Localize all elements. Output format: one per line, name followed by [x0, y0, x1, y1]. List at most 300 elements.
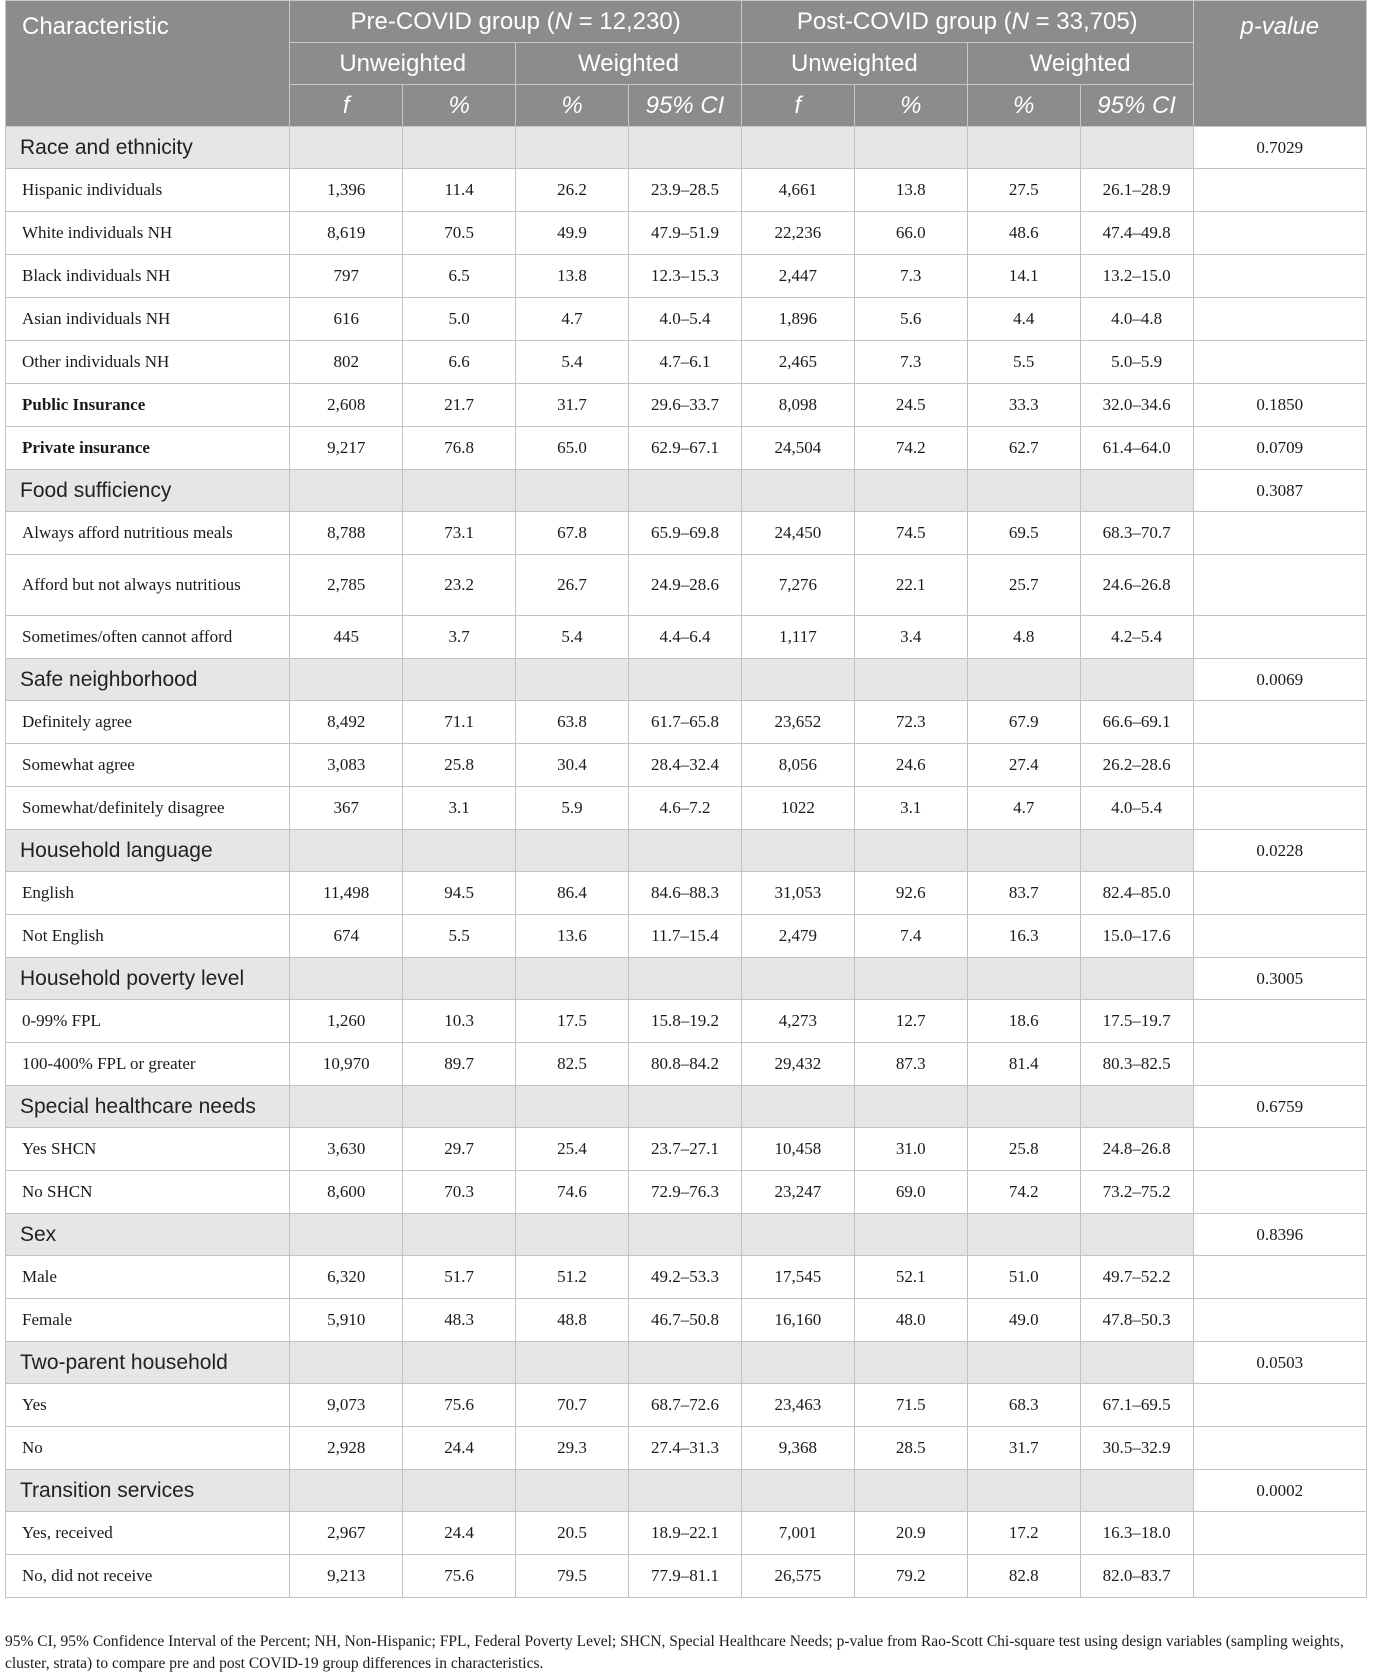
- post-ci-cell: 15.0–17.6: [1080, 915, 1193, 958]
- pre-ci-cell: 72.9–76.3: [629, 1171, 742, 1214]
- p-value-cell: 0.3087: [1193, 470, 1366, 512]
- header-pre-f: f: [290, 85, 403, 127]
- post-f-cell: 23,463: [741, 1384, 854, 1427]
- section-empty-cell: [967, 659, 1080, 701]
- pre-unweighted-pct-cell: 89.7: [403, 1043, 516, 1086]
- post-ci-cell: 17.5–19.7: [1080, 1000, 1193, 1043]
- table-row: [6, 1555, 1367, 1598]
- pre-ci-cell: 24.9–28.6: [629, 555, 742, 616]
- section-empty-cell: [967, 470, 1080, 512]
- post-unweighted-pct-cell: 66.0: [854, 212, 967, 255]
- section-empty-cell: [403, 127, 516, 169]
- header-pre-unweighted: Unweighted: [290, 43, 516, 85]
- section-row: [6, 659, 1367, 701]
- pre-unweighted-pct-cell: 29.7: [403, 1128, 516, 1171]
- p-value-cell: 0.6759: [1193, 1086, 1366, 1128]
- pre-f-cell: 2,928: [290, 1427, 403, 1470]
- header-post-unweighted: Unweighted: [741, 43, 967, 85]
- post-unweighted-pct-cell: 28.5: [854, 1427, 967, 1470]
- p-value-cell: 0.0228: [1193, 830, 1366, 872]
- row-label: Male: [6, 1256, 290, 1299]
- post-ci-cell: 80.3–82.5: [1080, 1043, 1193, 1086]
- row-label: No, did not receive: [6, 1555, 290, 1598]
- table-row: [6, 255, 1367, 298]
- section-empty-cell: [629, 127, 742, 169]
- header-pre-weighted-pct: %: [516, 85, 629, 127]
- pre-f-cell: 2,967: [290, 1512, 403, 1555]
- post-f-cell: 8,098: [741, 384, 854, 427]
- post-group-n: N: [1011, 7, 1029, 35]
- pre-ci-cell: 61.7–65.8: [629, 701, 742, 744]
- table-row: [6, 1512, 1367, 1555]
- pre-unweighted-pct-cell: 24.4: [403, 1427, 516, 1470]
- pre-f-cell: 11,498: [290, 872, 403, 915]
- table-row: [6, 1256, 1367, 1299]
- p-value-cell: [1193, 872, 1366, 915]
- p-value-cell: [1193, 1256, 1366, 1299]
- post-unweighted-pct-cell: 71.5: [854, 1384, 967, 1427]
- pre-weighted-pct-cell: 5.4: [516, 341, 629, 384]
- section-empty-cell: [967, 958, 1080, 1000]
- pre-weighted-pct-cell: 20.5: [516, 1512, 629, 1555]
- pre-weighted-pct-cell: 31.7: [516, 384, 629, 427]
- header-pre-ci: 95% CI: [629, 85, 742, 127]
- post-ci-cell: 68.3–70.7: [1080, 512, 1193, 555]
- post-f-cell: 24,450: [741, 512, 854, 555]
- post-unweighted-pct-cell: 52.1: [854, 1256, 967, 1299]
- pre-f-cell: 8,492: [290, 701, 403, 744]
- section-empty-cell: [629, 830, 742, 872]
- post-ci-cell: 73.2–75.2: [1080, 1171, 1193, 1214]
- section-empty-cell: [516, 659, 629, 701]
- post-weighted-pct-cell: 74.2: [967, 1171, 1080, 1214]
- row-label: Sometimes/often cannot afford: [6, 616, 290, 659]
- pre-ci-cell: 4.6–7.2: [629, 787, 742, 830]
- pre-unweighted-pct-cell: 76.8: [403, 427, 516, 470]
- post-ci-cell: 30.5–32.9: [1080, 1427, 1193, 1470]
- section-row: [6, 1214, 1367, 1256]
- post-f-cell: 4,273: [741, 1000, 854, 1043]
- post-weighted-pct-cell: 5.5: [967, 341, 1080, 384]
- pre-f-cell: 1,260: [290, 1000, 403, 1043]
- table-row: [6, 872, 1367, 915]
- table-row: [6, 1000, 1367, 1043]
- pre-ci-cell: 28.4–32.4: [629, 744, 742, 787]
- row-label: 100-400% FPL or greater: [6, 1043, 290, 1086]
- section-empty-cell: [967, 1214, 1080, 1256]
- pre-weighted-pct-cell: 70.7: [516, 1384, 629, 1427]
- pre-weighted-pct-cell: 48.8: [516, 1299, 629, 1342]
- pre-ci-cell: 23.9–28.5: [629, 169, 742, 212]
- post-unweighted-pct-cell: 79.2: [854, 1555, 967, 1598]
- p-value-cell: [1193, 298, 1366, 341]
- post-weighted-pct-cell: 27.4: [967, 744, 1080, 787]
- section-empty-cell: [629, 1470, 742, 1512]
- section-empty-cell: [1080, 1470, 1193, 1512]
- section-empty-cell: [290, 659, 403, 701]
- section-empty-cell: [403, 958, 516, 1000]
- p-value-cell: [1193, 1000, 1366, 1043]
- section-empty-cell: [629, 1342, 742, 1384]
- post-ci-cell: 82.4–85.0: [1080, 872, 1193, 915]
- row-label: Afford but not always nutritious: [6, 555, 290, 616]
- pre-weighted-pct-cell: 79.5: [516, 1555, 629, 1598]
- section-empty-cell: [403, 1470, 516, 1512]
- section-empty-cell: [290, 470, 403, 512]
- pre-ci-cell: 18.9–22.1: [629, 1512, 742, 1555]
- pre-f-cell: 8,788: [290, 512, 403, 555]
- section-label: Race and ethnicity: [6, 127, 290, 169]
- section-empty-cell: [741, 1342, 854, 1384]
- pre-weighted-pct-cell: 5.9: [516, 787, 629, 830]
- pre-unweighted-pct-cell: 6.6: [403, 341, 516, 384]
- pre-weighted-pct-cell: 13.6: [516, 915, 629, 958]
- pre-ci-cell: 12.3–15.3: [629, 255, 742, 298]
- pre-weighted-pct-cell: 67.8: [516, 512, 629, 555]
- section-empty-cell: [854, 1214, 967, 1256]
- post-f-cell: 26,575: [741, 1555, 854, 1598]
- pre-unweighted-pct-cell: 51.7: [403, 1256, 516, 1299]
- post-weighted-pct-cell: 25.7: [967, 555, 1080, 616]
- section-empty-cell: [741, 830, 854, 872]
- p-value-cell: 0.0069: [1193, 659, 1366, 701]
- table-row: [6, 915, 1367, 958]
- pre-unweighted-pct-cell: 94.5: [403, 872, 516, 915]
- post-f-cell: 7,276: [741, 555, 854, 616]
- p-value-cell: [1193, 1512, 1366, 1555]
- pre-ci-cell: 29.6–33.7: [629, 384, 742, 427]
- pre-weighted-pct-cell: 74.6: [516, 1171, 629, 1214]
- pre-weighted-pct-cell: 29.3: [516, 1427, 629, 1470]
- section-empty-cell: [854, 1470, 967, 1512]
- section-empty-cell: [403, 659, 516, 701]
- section-empty-cell: [1080, 1342, 1193, 1384]
- post-unweighted-pct-cell: 22.1: [854, 555, 967, 616]
- post-f-cell: 24,504: [741, 427, 854, 470]
- pre-weighted-pct-cell: 51.2: [516, 1256, 629, 1299]
- pre-weighted-pct-cell: 82.5: [516, 1043, 629, 1086]
- post-ci-cell: 16.3–18.0: [1080, 1512, 1193, 1555]
- section-empty-cell: [967, 127, 1080, 169]
- pre-unweighted-pct-cell: 70.5: [403, 212, 516, 255]
- section-empty-cell: [290, 1470, 403, 1512]
- table-row: [6, 616, 1367, 659]
- post-f-cell: 1,896: [741, 298, 854, 341]
- pre-unweighted-pct-cell: 24.4: [403, 1512, 516, 1555]
- section-row: [6, 1342, 1367, 1384]
- section-empty-cell: [854, 470, 967, 512]
- pre-ci-cell: 65.9–69.8: [629, 512, 742, 555]
- post-weighted-pct-cell: 51.0: [967, 1256, 1080, 1299]
- post-unweighted-pct-cell: 69.0: [854, 1171, 967, 1214]
- post-unweighted-pct-cell: 92.6: [854, 872, 967, 915]
- pre-f-cell: 1,396: [290, 169, 403, 212]
- table-row: [6, 298, 1367, 341]
- p-value-cell: 0.7029: [1193, 127, 1366, 169]
- post-f-cell: 8,056: [741, 744, 854, 787]
- post-ci-cell: 47.8–50.3: [1080, 1299, 1193, 1342]
- section-empty-cell: [403, 470, 516, 512]
- row-label: Somewhat agree: [6, 744, 290, 787]
- post-unweighted-pct-cell: 72.3: [854, 701, 967, 744]
- table-row: [6, 1427, 1367, 1470]
- section-empty-cell: [290, 1214, 403, 1256]
- pre-ci-cell: 46.7–50.8: [629, 1299, 742, 1342]
- p-value-cell: [1193, 1043, 1366, 1086]
- section-empty-cell: [516, 1086, 629, 1128]
- pre-unweighted-pct-cell: 23.2: [403, 555, 516, 616]
- table-row: [6, 1171, 1367, 1214]
- section-empty-cell: [854, 830, 967, 872]
- pre-unweighted-pct-cell: 25.8: [403, 744, 516, 787]
- post-ci-cell: 47.4–49.8: [1080, 212, 1193, 255]
- post-weighted-pct-cell: 14.1: [967, 255, 1080, 298]
- post-f-cell: 22,236: [741, 212, 854, 255]
- pre-group-n: N: [554, 7, 572, 35]
- row-label: Black individuals NH: [6, 255, 290, 298]
- section-empty-cell: [967, 830, 1080, 872]
- pre-weighted-pct-cell: 86.4: [516, 872, 629, 915]
- pre-f-cell: 9,073: [290, 1384, 403, 1427]
- row-label: Hispanic individuals: [6, 169, 290, 212]
- pre-weighted-pct-cell: 4.7: [516, 298, 629, 341]
- pre-f-cell: 9,217: [290, 427, 403, 470]
- pre-weighted-pct-cell: 65.0: [516, 427, 629, 470]
- post-group-count: = 33,705): [1028, 7, 1138, 35]
- post-f-cell: 9,368: [741, 1427, 854, 1470]
- post-weighted-pct-cell: 4.7: [967, 787, 1080, 830]
- table-row: [6, 384, 1367, 427]
- pre-weighted-pct-cell: 17.5: [516, 1000, 629, 1043]
- pre-unweighted-pct-cell: 21.7: [403, 384, 516, 427]
- post-weighted-pct-cell: 68.3: [967, 1384, 1080, 1427]
- section-label: Household language: [6, 830, 290, 872]
- post-f-cell: 2,447: [741, 255, 854, 298]
- post-ci-cell: 4.0–4.8: [1080, 298, 1193, 341]
- p-value-cell: [1193, 255, 1366, 298]
- row-label: Public Insurance: [6, 384, 290, 427]
- p-value-cell: [1193, 701, 1366, 744]
- header-pre-unweighted-pct: %: [403, 85, 516, 127]
- pre-f-cell: 3,630: [290, 1128, 403, 1171]
- post-unweighted-pct-cell: 24.6: [854, 744, 967, 787]
- pre-ci-cell: 68.7–72.6: [629, 1384, 742, 1427]
- section-empty-cell: [854, 958, 967, 1000]
- table-row: [6, 1128, 1367, 1171]
- post-weighted-pct-cell: 33.3: [967, 384, 1080, 427]
- pre-f-cell: 445: [290, 616, 403, 659]
- section-empty-cell: [1080, 958, 1193, 1000]
- section-label: Safe neighborhood: [6, 659, 290, 701]
- post-unweighted-pct-cell: 74.5: [854, 512, 967, 555]
- header-post-ci: 95% CI: [1080, 85, 1193, 127]
- header-post-covid-group: [741, 1, 1193, 43]
- post-f-cell: 10,458: [741, 1128, 854, 1171]
- post-f-cell: 29,432: [741, 1043, 854, 1086]
- table-row: [6, 212, 1367, 255]
- table-body: [6, 127, 1367, 1598]
- post-unweighted-pct-cell: 7.4: [854, 915, 967, 958]
- section-empty-cell: [1080, 659, 1193, 701]
- section-empty-cell: [967, 1470, 1080, 1512]
- pre-f-cell: 10,970: [290, 1043, 403, 1086]
- section-row: [6, 958, 1367, 1000]
- post-unweighted-pct-cell: 48.0: [854, 1299, 967, 1342]
- post-weighted-pct-cell: 18.6: [967, 1000, 1080, 1043]
- pre-ci-cell: 27.4–31.3: [629, 1427, 742, 1470]
- post-f-cell: 17,545: [741, 1256, 854, 1299]
- pre-ci-cell: 4.4–6.4: [629, 616, 742, 659]
- post-unweighted-pct-cell: 20.9: [854, 1512, 967, 1555]
- section-empty-cell: [403, 1342, 516, 1384]
- row-label: Asian individuals NH: [6, 298, 290, 341]
- p-value-cell: 0.8396: [1193, 1214, 1366, 1256]
- pre-group-count: = 12,230): [571, 7, 681, 35]
- post-unweighted-pct-cell: 7.3: [854, 255, 967, 298]
- pre-unweighted-pct-cell: 10.3: [403, 1000, 516, 1043]
- section-empty-cell: [516, 958, 629, 1000]
- post-ci-cell: 49.7–52.2: [1080, 1256, 1193, 1299]
- section-empty-cell: [290, 830, 403, 872]
- section-empty-cell: [967, 1342, 1080, 1384]
- post-weighted-pct-cell: 81.4: [967, 1043, 1080, 1086]
- post-weighted-pct-cell: 17.2: [967, 1512, 1080, 1555]
- pre-f-cell: 8,619: [290, 212, 403, 255]
- header-post-unweighted-pct: %: [854, 85, 967, 127]
- post-f-cell: 23,652: [741, 701, 854, 744]
- pre-unweighted-pct-cell: 75.6: [403, 1555, 516, 1598]
- pre-f-cell: 367: [290, 787, 403, 830]
- table-footnote: 95% CI, 95% Confidence Interval of the Percent; NH, Non-Hispanic; FPL, Federal Poverty Level; SHCN, Special Healthcare Needs; p-value from Rao-Scott Chi-square test using design variables (sampling weights, cluster, strata) to compare pre and post COVID-19 group differences in characteristics.: [5, 1633, 1344, 1672]
- pre-f-cell: 802: [290, 341, 403, 384]
- section-empty-cell: [854, 1086, 967, 1128]
- section-empty-cell: [741, 1470, 854, 1512]
- section-empty-cell: [516, 1470, 629, 1512]
- section-empty-cell: [629, 659, 742, 701]
- pre-f-cell: 5,910: [290, 1299, 403, 1342]
- pre-f-cell: 6,320: [290, 1256, 403, 1299]
- post-weighted-pct-cell: 4.4: [967, 298, 1080, 341]
- section-empty-cell: [403, 830, 516, 872]
- pre-ci-cell: 84.6–88.3: [629, 872, 742, 915]
- p-value-cell: [1193, 787, 1366, 830]
- pre-f-cell: 2,785: [290, 555, 403, 616]
- pre-ci-cell: 77.9–81.1: [629, 1555, 742, 1598]
- section-empty-cell: [741, 1086, 854, 1128]
- section-empty-cell: [290, 1086, 403, 1128]
- pre-unweighted-pct-cell: 48.3: [403, 1299, 516, 1342]
- post-ci-cell: 5.0–5.9: [1080, 341, 1193, 384]
- section-empty-cell: [741, 958, 854, 1000]
- post-ci-cell: 26.1–28.9: [1080, 169, 1193, 212]
- row-label: Yes, received: [6, 1512, 290, 1555]
- pre-f-cell: 674: [290, 915, 403, 958]
- p-value-cell: [1193, 555, 1366, 616]
- section-empty-cell: [516, 470, 629, 512]
- post-ci-cell: 26.2–28.6: [1080, 744, 1193, 787]
- p-value-cell: [1193, 1299, 1366, 1342]
- pre-ci-cell: 4.7–6.1: [629, 341, 742, 384]
- section-label: Two-parent household: [6, 1342, 290, 1384]
- header-post-weighted-pct: %: [967, 85, 1080, 127]
- section-label: Sex: [6, 1214, 290, 1256]
- p-value-cell: [1193, 1128, 1366, 1171]
- pre-f-cell: 8,600: [290, 1171, 403, 1214]
- row-label: 0-99% FPL: [6, 1000, 290, 1043]
- post-unweighted-pct-cell: 31.0: [854, 1128, 967, 1171]
- post-ci-cell: 61.4–64.0: [1080, 427, 1193, 470]
- pre-unweighted-pct-cell: 70.3: [403, 1171, 516, 1214]
- row-label: No SHCN: [6, 1171, 290, 1214]
- p-value-cell: 0.0503: [1193, 1342, 1366, 1384]
- pre-ci-cell: 11.7–15.4: [629, 915, 742, 958]
- table-row: [6, 341, 1367, 384]
- pre-f-cell: 616: [290, 298, 403, 341]
- p-value-cell: [1193, 169, 1366, 212]
- pre-ci-cell: 49.2–53.3: [629, 1256, 742, 1299]
- pre-ci-cell: 80.8–84.2: [629, 1043, 742, 1086]
- table-row: [6, 1384, 1367, 1427]
- p-value-cell: [1193, 616, 1366, 659]
- post-ci-cell: 13.2–15.0: [1080, 255, 1193, 298]
- post-weighted-pct-cell: 49.0: [967, 1299, 1080, 1342]
- p-value-cell: [1193, 1427, 1366, 1470]
- pre-unweighted-pct-cell: 5.0: [403, 298, 516, 341]
- pre-weighted-pct-cell: 26.7: [516, 555, 629, 616]
- pre-ci-cell: 47.9–51.9: [629, 212, 742, 255]
- p-value-cell: 0.1850: [1193, 384, 1366, 427]
- row-label: No: [6, 1427, 290, 1470]
- pre-unweighted-pct-cell: 73.1: [403, 512, 516, 555]
- p-value-cell: 0.3005: [1193, 958, 1366, 1000]
- section-empty-cell: [403, 1214, 516, 1256]
- section-empty-cell: [1080, 470, 1193, 512]
- section-empty-cell: [516, 127, 629, 169]
- table-row: [6, 1299, 1367, 1342]
- characteristics-table: [5, 0, 1367, 1598]
- post-ci-cell: 32.0–34.6: [1080, 384, 1193, 427]
- section-empty-cell: [629, 1086, 742, 1128]
- table-row: [6, 701, 1367, 744]
- post-ci-cell: 24.8–26.8: [1080, 1128, 1193, 1171]
- header-pre-weighted: Weighted: [516, 43, 742, 85]
- p-value-cell: [1193, 212, 1366, 255]
- header-characteristic: Characteristic: [6, 1, 290, 127]
- post-weighted-pct-cell: 62.7: [967, 427, 1080, 470]
- post-weighted-pct-cell: 4.8: [967, 616, 1080, 659]
- post-f-cell: 31,053: [741, 872, 854, 915]
- pre-ci-cell: 15.8–19.2: [629, 1000, 742, 1043]
- pre-ci-cell: 4.0–5.4: [629, 298, 742, 341]
- section-empty-cell: [967, 1086, 1080, 1128]
- post-f-cell: 1022: [741, 787, 854, 830]
- post-weighted-pct-cell: 25.8: [967, 1128, 1080, 1171]
- section-empty-cell: [854, 1342, 967, 1384]
- section-row: [6, 830, 1367, 872]
- post-f-cell: 4,661: [741, 169, 854, 212]
- section-empty-cell: [741, 659, 854, 701]
- post-f-cell: 7,001: [741, 1512, 854, 1555]
- pre-unweighted-pct-cell: 3.7: [403, 616, 516, 659]
- table-row: [6, 169, 1367, 212]
- section-empty-cell: [516, 1342, 629, 1384]
- header-pre-covid-group: [290, 1, 742, 43]
- row-label: Female: [6, 1299, 290, 1342]
- section-empty-cell: [1080, 1086, 1193, 1128]
- pre-unweighted-pct-cell: 5.5: [403, 915, 516, 958]
- section-row: [6, 1086, 1367, 1128]
- post-unweighted-pct-cell: 24.5: [854, 384, 967, 427]
